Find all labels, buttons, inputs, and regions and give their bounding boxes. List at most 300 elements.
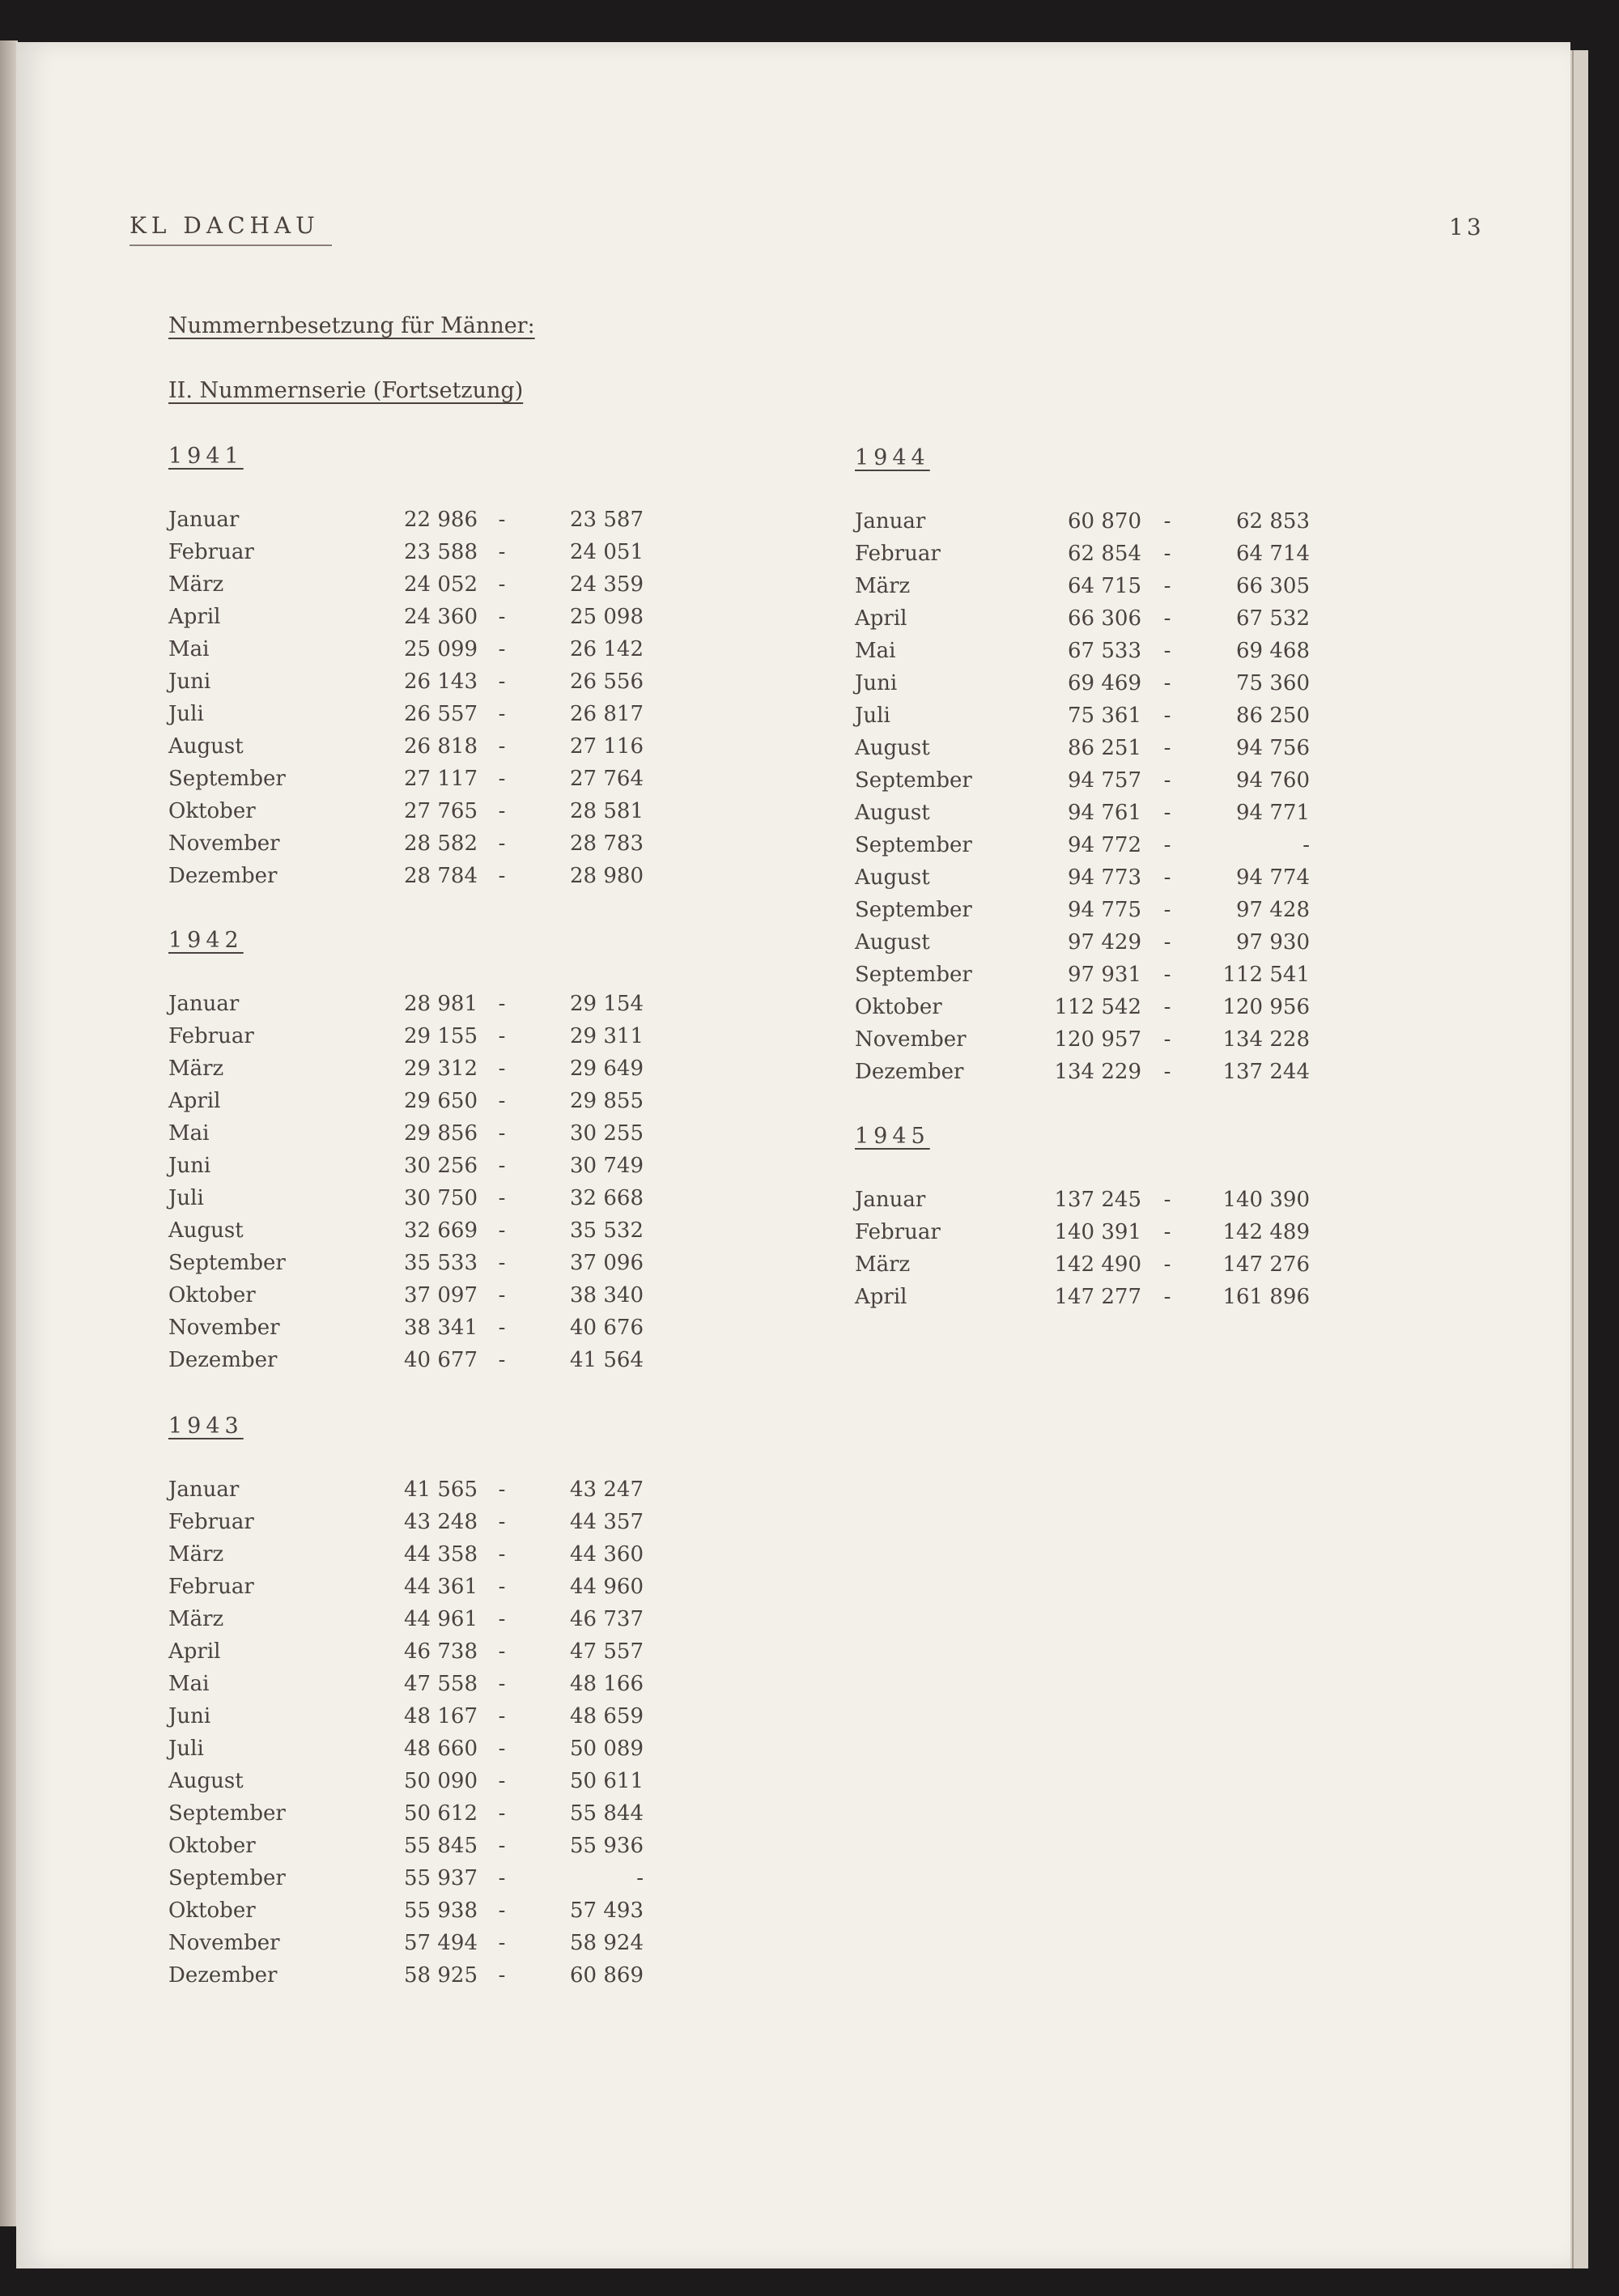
month-cell: Mai: [168, 1672, 210, 1696]
table-row: [855, 995, 1357, 1027]
dash-cell: -: [1163, 542, 1171, 566]
table-row: [168, 734, 670, 767]
table-row: [168, 992, 670, 1024]
month-cell: Januar: [168, 1478, 240, 1502]
dash-cell: -: [498, 1704, 506, 1728]
dash-cell: -: [498, 1898, 506, 1923]
adjacent-page-edge: [0, 40, 18, 2226]
range-end-cell: 97 428: [1236, 898, 1310, 922]
dash-cell: -: [498, 1801, 506, 1826]
range-end-cell: 29 311: [570, 1024, 644, 1048]
month-cell: März: [168, 572, 224, 597]
range-end-cell: 134 228: [1222, 1027, 1310, 1052]
range-end-cell: 27 116: [570, 734, 644, 759]
range-start-cell: 62 854: [1068, 542, 1141, 566]
range-start-cell: 134 229: [1054, 1060, 1141, 1084]
range-start-cell: 26 818: [404, 734, 478, 759]
month-cell: August: [855, 930, 930, 955]
range-start-cell: 69 469: [1068, 671, 1141, 695]
range-start-cell: 30 256: [404, 1154, 478, 1178]
range-start-cell: 137 245: [1054, 1188, 1141, 1212]
dash-cell: -: [1163, 574, 1171, 598]
range-start-cell: 140 391: [1054, 1220, 1141, 1244]
table-row: [855, 1027, 1357, 1060]
month-cell: Februar: [168, 1510, 254, 1534]
range-start-cell: 94 757: [1068, 768, 1141, 793]
range-start-cell: 94 775: [1068, 898, 1141, 922]
table-row: [855, 1060, 1357, 1092]
dash-cell: -: [498, 1575, 506, 1599]
range-start-cell: 44 361: [404, 1575, 478, 1599]
table-row: [168, 1769, 670, 1801]
dash-cell: -: [498, 1251, 506, 1275]
dash-cell: -: [498, 637, 506, 661]
month-cell: Mai: [855, 639, 896, 663]
table-row: [855, 930, 1357, 963]
table-row: [855, 639, 1357, 671]
dash-cell: -: [1163, 671, 1171, 695]
range-end-cell: 37 096: [570, 1251, 644, 1275]
table-row: [855, 768, 1357, 801]
dash-cell: -: [498, 1478, 506, 1502]
year-heading: 1942: [168, 928, 244, 953]
table-row: [168, 831, 670, 864]
month-cell: März: [855, 1252, 911, 1277]
range-start-cell: 37 097: [404, 1283, 478, 1307]
table-row: [168, 1478, 670, 1510]
range-start-cell: 50 090: [404, 1769, 478, 1793]
section-heading: Nummernbesetzung für Männer:: [168, 313, 535, 338]
table-row: [168, 637, 670, 670]
month-cell: September: [855, 768, 972, 793]
range-end-cell: 94 774: [1236, 865, 1310, 890]
table-row: [168, 1672, 670, 1704]
month-cell: September: [168, 1801, 286, 1826]
range-start-cell: 86 251: [1068, 736, 1141, 760]
range-start-cell: 22 986: [404, 508, 478, 532]
month-cell: Februar: [168, 1575, 254, 1599]
month-cell: Juli: [855, 704, 890, 728]
dash-cell: -: [1163, 930, 1171, 955]
range-end-cell: 94 760: [1236, 768, 1310, 793]
range-end-cell: 55 844: [570, 1801, 644, 1826]
month-cell: März: [168, 1607, 224, 1631]
table-row: [168, 1898, 670, 1931]
month-cell: Februar: [855, 542, 941, 566]
table-row: [855, 574, 1357, 606]
month-cell: April: [855, 606, 907, 631]
range-start-cell: 55 937: [404, 1866, 478, 1890]
dash-cell: -: [1163, 509, 1171, 534]
table-row: [168, 1931, 670, 1963]
dash-cell: -: [498, 767, 506, 791]
month-cell: Dezember: [855, 1060, 964, 1084]
range-end-cell: 29 154: [570, 992, 644, 1016]
dash-cell: -: [498, 702, 506, 726]
month-cell: April: [855, 1285, 907, 1309]
dash-cell: -: [1163, 1188, 1171, 1212]
range-start-cell: 24 360: [404, 605, 478, 629]
range-start-cell: 142 490: [1054, 1252, 1141, 1277]
year-heading: 1943: [168, 1414, 244, 1439]
month-cell: August: [168, 1218, 244, 1243]
dash-cell: -: [1163, 704, 1171, 728]
range-end-cell: 25 098: [570, 605, 644, 629]
month-cell: März: [168, 1542, 224, 1567]
dash-cell: -: [498, 1089, 506, 1113]
dash-cell: -: [498, 1542, 506, 1567]
range-end-cell: 67 532: [1236, 606, 1310, 631]
range-start-cell: 28 582: [404, 831, 478, 856]
table-row: [168, 702, 670, 734]
table-row: [168, 1866, 670, 1898]
range-start-cell: 27 765: [404, 799, 478, 823]
month-cell: April: [168, 1089, 221, 1113]
month-cell: Dezember: [168, 864, 278, 888]
table-row: [168, 799, 670, 831]
range-end-cell: 48 659: [570, 1704, 644, 1728]
dash-cell: -: [498, 1866, 506, 1890]
dash-cell: -: [498, 831, 506, 856]
range-start-cell: 27 117: [404, 767, 478, 791]
dash-cell: -: [498, 1121, 506, 1146]
dash-cell: -: [498, 1348, 506, 1372]
range-end-cell: 161 896: [1222, 1285, 1310, 1309]
table-row: [168, 1218, 670, 1251]
range-start-cell: 28 981: [404, 992, 478, 1016]
header-rule: [130, 244, 332, 246]
range-end-cell: 55 936: [570, 1834, 644, 1858]
month-cell: Dezember: [168, 1963, 278, 1988]
table-row: [855, 898, 1357, 930]
range-start-cell: 67 533: [1068, 639, 1141, 663]
range-start-cell: 60 870: [1068, 509, 1141, 534]
table-row: [168, 767, 670, 799]
range-start-cell: 24 052: [404, 572, 478, 597]
dash-cell: -: [1163, 1220, 1171, 1244]
range-end-cell: 47 557: [570, 1639, 644, 1664]
dash-cell: -: [498, 1154, 506, 1178]
table-row: [168, 1542, 670, 1575]
table-row: [168, 670, 670, 702]
range-end-cell: -: [1302, 833, 1310, 857]
range-end-cell: 38 340: [570, 1283, 644, 1307]
month-cell: Mai: [168, 637, 210, 661]
dash-cell: -: [1163, 865, 1171, 890]
month-cell: Oktober: [168, 1834, 256, 1858]
table-row: [855, 509, 1357, 542]
month-cell: Februar: [168, 540, 254, 564]
table-row: [855, 671, 1357, 704]
range-start-cell: 50 612: [404, 1801, 478, 1826]
table-row: [855, 606, 1357, 639]
month-cell: März: [855, 574, 911, 598]
range-start-cell: 75 361: [1068, 704, 1141, 728]
range-start-cell: 35 533: [404, 1251, 478, 1275]
month-cell: Oktober: [855, 995, 942, 1019]
range-start-cell: 97 931: [1068, 963, 1141, 987]
range-end-cell: 29 649: [570, 1057, 644, 1081]
range-end-cell: 26 556: [570, 670, 644, 694]
month-cell: Juni: [168, 1154, 211, 1178]
year-heading: 1941: [168, 444, 244, 469]
table-row: [168, 1510, 670, 1542]
range-end-cell: 44 357: [570, 1510, 644, 1534]
table-row: [168, 1834, 670, 1866]
table-row: [855, 801, 1357, 833]
range-end-cell: -: [636, 1866, 644, 1890]
range-end-cell: 62 853: [1236, 509, 1310, 534]
range-end-cell: 28 783: [570, 831, 644, 856]
month-cell: Februar: [168, 1024, 254, 1048]
dash-cell: -: [498, 1024, 506, 1048]
month-cell: März: [168, 1057, 224, 1081]
range-start-cell: 120 957: [1054, 1027, 1141, 1052]
range-start-cell: 28 784: [404, 864, 478, 888]
month-cell: April: [168, 605, 221, 629]
range-end-cell: 35 532: [570, 1218, 644, 1243]
table-row: [168, 1737, 670, 1769]
table-row: [168, 1154, 670, 1186]
range-end-cell: 142 489: [1222, 1220, 1310, 1244]
range-start-cell: 55 938: [404, 1898, 478, 1923]
range-end-cell: 46 737: [570, 1607, 644, 1631]
range-end-cell: 24 359: [570, 572, 644, 597]
range-start-cell: 46 738: [404, 1639, 478, 1664]
month-cell: Juni: [168, 670, 211, 694]
table-row: [168, 1607, 670, 1639]
range-start-cell: 66 306: [1068, 606, 1141, 631]
month-cell: September: [168, 1251, 286, 1275]
dash-cell: -: [498, 1834, 506, 1858]
table-row: [855, 1285, 1357, 1317]
month-cell: September: [855, 898, 972, 922]
dash-cell: -: [498, 1737, 506, 1761]
dash-cell: -: [498, 540, 506, 564]
dash-cell: -: [1163, 606, 1171, 631]
month-cell: April: [168, 1639, 221, 1664]
dash-cell: -: [498, 1057, 506, 1081]
range-start-cell: 38 341: [404, 1316, 478, 1340]
table-row: [168, 1121, 670, 1154]
month-cell: August: [855, 736, 930, 760]
dash-cell: -: [498, 1186, 506, 1210]
month-cell: Januar: [855, 1188, 926, 1212]
range-start-cell: 26 143: [404, 670, 478, 694]
table-row: [855, 1252, 1357, 1285]
range-end-cell: 32 668: [570, 1186, 644, 1210]
range-start-cell: 94 772: [1068, 833, 1141, 857]
table-row: [168, 1704, 670, 1737]
table-row: [855, 542, 1357, 574]
dash-cell: -: [498, 992, 506, 1016]
table-row: [168, 1575, 670, 1607]
range-end-cell: 60 869: [570, 1963, 644, 1988]
table-row: [855, 1220, 1357, 1252]
range-start-cell: 47 558: [404, 1672, 478, 1696]
dash-cell: -: [498, 1769, 506, 1793]
range-end-cell: 50 089: [570, 1737, 644, 1761]
month-cell: August: [168, 1769, 244, 1793]
month-cell: September: [855, 833, 972, 857]
range-end-cell: 50 611: [570, 1769, 644, 1793]
year-heading: 1944: [855, 445, 930, 470]
range-end-cell: 24 051: [570, 540, 644, 564]
table-row: [168, 508, 670, 540]
table-row: [168, 1801, 670, 1834]
range-end-cell: 27 764: [570, 767, 644, 791]
table-row: [168, 572, 670, 605]
dash-cell: -: [1163, 736, 1171, 760]
month-cell: Januar: [168, 992, 240, 1016]
dash-cell: -: [1163, 801, 1171, 825]
dash-cell: -: [1163, 995, 1171, 1019]
dash-cell: -: [498, 799, 506, 823]
range-end-cell: 66 305: [1236, 574, 1310, 598]
month-cell: Juli: [168, 1186, 204, 1210]
table-row: [855, 704, 1357, 736]
dash-cell: -: [498, 1639, 506, 1664]
range-start-cell: 43 248: [404, 1510, 478, 1534]
dash-cell: -: [1163, 1252, 1171, 1277]
table-row: [168, 1186, 670, 1218]
range-start-cell: 29 856: [404, 1121, 478, 1146]
table-row: [168, 540, 670, 572]
dash-cell: -: [1163, 898, 1171, 922]
dash-cell: -: [1163, 833, 1171, 857]
month-cell: September: [168, 1866, 286, 1890]
table-row: [855, 833, 1357, 865]
range-end-cell: 44 360: [570, 1542, 644, 1567]
range-start-cell: 26 557: [404, 702, 478, 726]
table-row: [855, 736, 1357, 768]
subsection-heading: II. Nummernserie (Fortsetzung): [168, 378, 524, 403]
dash-cell: -: [1163, 1060, 1171, 1084]
range-end-cell: 120 956: [1222, 995, 1310, 1019]
range-end-cell: 57 493: [570, 1898, 644, 1923]
table-row: [855, 1188, 1357, 1220]
range-end-cell: 43 247: [570, 1478, 644, 1502]
range-end-cell: 94 771: [1236, 801, 1310, 825]
month-cell: Juli: [168, 1737, 204, 1761]
month-cell: Juni: [855, 671, 898, 695]
range-end-cell: 94 756: [1236, 736, 1310, 760]
dash-cell: -: [498, 508, 506, 532]
range-start-cell: 41 565: [404, 1478, 478, 1502]
dash-cell: -: [498, 670, 506, 694]
month-cell: Januar: [855, 509, 926, 534]
range-start-cell: 25 099: [404, 637, 478, 661]
range-start-cell: 112 542: [1054, 995, 1141, 1019]
table-row: [168, 1963, 670, 1996]
range-start-cell: 32 669: [404, 1218, 478, 1243]
document-page: [16, 42, 1570, 2268]
range-end-cell: 30 749: [570, 1154, 644, 1178]
month-cell: Januar: [168, 508, 240, 532]
range-end-cell: 75 360: [1236, 671, 1310, 695]
range-start-cell: 58 925: [404, 1963, 478, 1988]
month-cell: November: [168, 831, 280, 856]
month-cell: August: [168, 734, 244, 759]
dash-cell: -: [498, 734, 506, 759]
range-end-cell: 44 960: [570, 1575, 644, 1599]
dash-cell: -: [1163, 1027, 1171, 1052]
range-end-cell: 29 855: [570, 1089, 644, 1113]
dash-cell: -: [1163, 1285, 1171, 1309]
dash-cell: -: [498, 1283, 506, 1307]
range-start-cell: 57 494: [404, 1931, 478, 1955]
range-end-cell: 97 930: [1236, 930, 1310, 955]
table-row: [168, 1639, 670, 1672]
range-start-cell: 29 155: [404, 1024, 478, 1048]
range-end-cell: 140 390: [1222, 1188, 1310, 1212]
dash-cell: -: [498, 1510, 506, 1534]
range-start-cell: 29 312: [404, 1057, 478, 1081]
table-row: [168, 1024, 670, 1057]
range-start-cell: 94 773: [1068, 865, 1141, 890]
month-cell: November: [855, 1027, 967, 1052]
dash-cell: -: [1163, 963, 1171, 987]
page-number: 13: [1449, 214, 1485, 240]
table-row: [168, 1316, 670, 1348]
running-header: KL DACHAU: [130, 212, 320, 239]
range-start-cell: 29 650: [404, 1089, 478, 1113]
month-cell: November: [168, 1931, 280, 1955]
dash-cell: -: [498, 1963, 506, 1988]
range-end-cell: 48 166: [570, 1672, 644, 1696]
table-row: [168, 864, 670, 896]
range-start-cell: 147 277: [1054, 1285, 1141, 1309]
table-row: [168, 1251, 670, 1283]
table-row: [168, 1057, 670, 1089]
month-cell: September: [168, 767, 286, 791]
dash-cell: -: [498, 605, 506, 629]
dash-cell: -: [498, 1931, 506, 1955]
range-end-cell: 30 255: [570, 1121, 644, 1146]
range-end-cell: 28 980: [570, 864, 644, 888]
range-start-cell: 97 429: [1068, 930, 1141, 955]
year-heading: 1945: [855, 1124, 930, 1149]
range-start-cell: 44 358: [404, 1542, 478, 1567]
range-start-cell: 94 761: [1068, 801, 1141, 825]
range-start-cell: 48 167: [404, 1704, 478, 1728]
dash-cell: -: [498, 864, 506, 888]
dash-cell: -: [498, 1672, 506, 1696]
month-cell: Oktober: [168, 1283, 256, 1307]
table-row: [855, 963, 1357, 995]
range-end-cell: 26 142: [570, 637, 644, 661]
table-row: [855, 865, 1357, 898]
range-end-cell: 112 541: [1222, 963, 1310, 987]
range-end-cell: 64 714: [1236, 542, 1310, 566]
month-cell: Oktober: [168, 1898, 256, 1923]
month-cell: Dezember: [168, 1348, 278, 1372]
month-cell: Februar: [855, 1220, 941, 1244]
month-cell: Juni: [168, 1704, 211, 1728]
table-row: [168, 1348, 670, 1380]
month-cell: August: [855, 801, 930, 825]
month-cell: September: [855, 963, 972, 987]
table-row: [168, 1283, 670, 1316]
range-end-cell: 137 244: [1222, 1060, 1310, 1084]
range-end-cell: 28 581: [570, 799, 644, 823]
dash-cell: -: [498, 1316, 506, 1340]
dash-cell: -: [498, 1218, 506, 1243]
month-cell: August: [855, 865, 930, 890]
range-start-cell: 64 715: [1068, 574, 1141, 598]
table-row: [168, 1089, 670, 1121]
range-start-cell: 30 750: [404, 1186, 478, 1210]
